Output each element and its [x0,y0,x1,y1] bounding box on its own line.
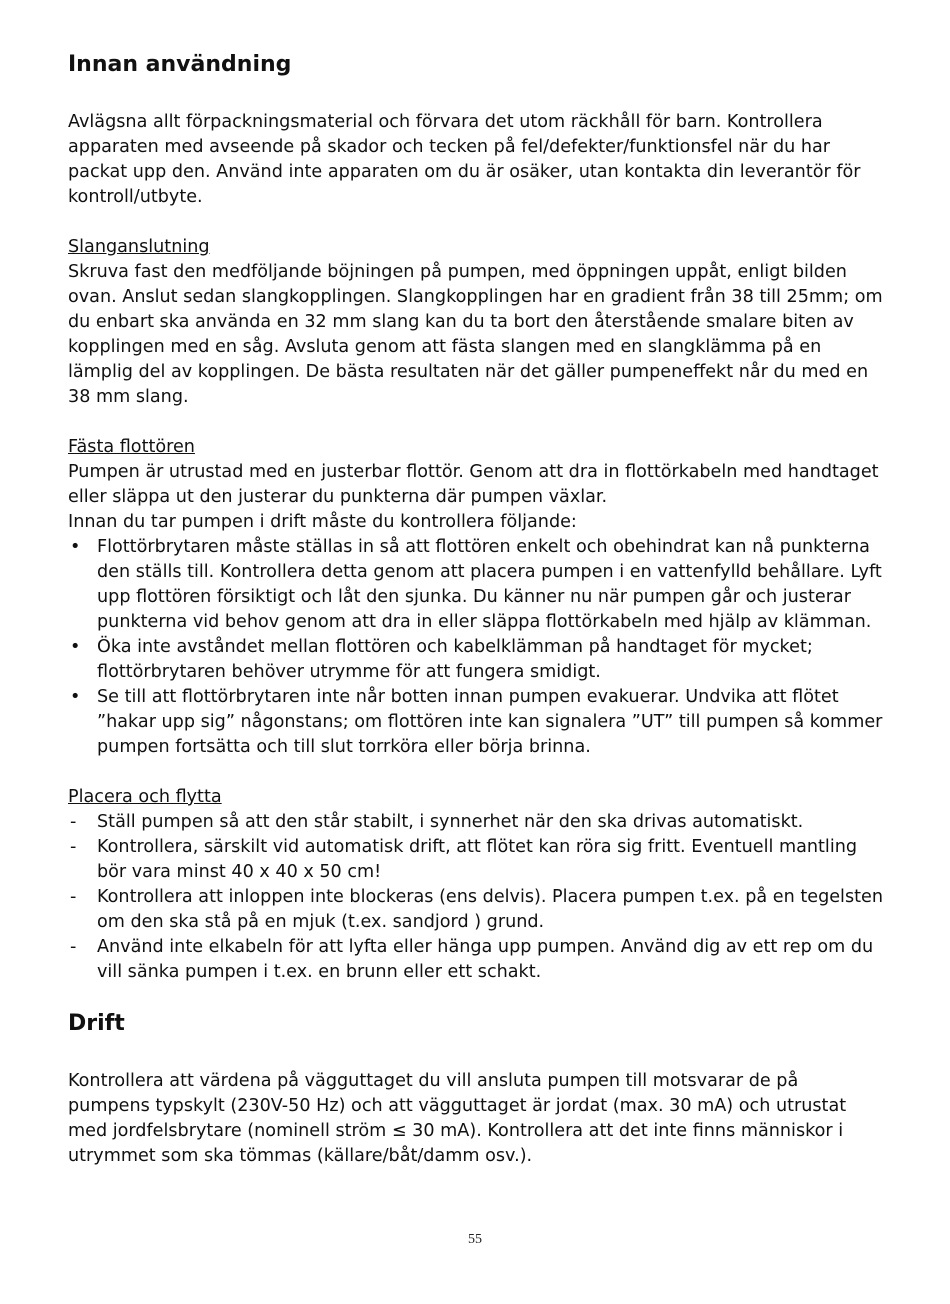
subheading-slanganslutning: Slanganslutning [68,237,210,257]
flottor-paragraph-1: Pumpen är utrustad med en justerbar flottör. Genom att dra in flottörkabeln med handtaget eller släppa ut den justerar du punkterna där pumpen växlar. [68,462,879,507]
subheading-fasta-flottoren: Fästa flottören [68,437,195,457]
intro-paragraph: Avlägsna allt förpackningsmaterial och förvara det utom räckhåll för barn. Kontrollera apparaten med avseende på skador och tecken på fel/defekter/funktionsfel när du har packat upp den. Använd inte apparaten om du är osäker, utan kontakta din leverantör för kontroll/utbyte. [68,112,861,207]
list-item: - Kontrollera, särskilt vid automatisk drift, att flötet kan röra sig fritt. Eventuell mantling bör vara minst 40 x 40 x 50 cm! [68,835,883,885]
list-item: • Öka inte avståndet mellan flottören och kabelklämman på handtaget för mycket; flottörbrytaren behöver utrymme för att fungera smidigt. [68,635,883,685]
list-item: - Ställ pumpen så att den står stabilt, i synnerhet när den ska drivas automatiskt. [68,810,883,835]
page-number: 55 [468,1232,482,1247]
subheading-placera-och-flytta: Placera och flytta [68,787,222,807]
slanganslutning-paragraph: Skruva fast den medföljande böjningen på pumpen, med öppningen uppåt, enligt bilden ovan. Anslut sedan slangkopplingen. Slangkopplingen har en gradient från 38 till 25mm; om du enbart ska använda en 32 mm slang kan du ta bort den återstående smalare biten av kopplingen med en såg. Avsluta genom att fästa slangen med en slangklämma på en lämplig del av kopplingen. De bästa resultaten när det gäller pumpeneffekt når du med en 38 mm slang. [68,262,883,407]
flottor-paragraph-2: Innan du tar pumpen i drift måste du kontrollera följande: [68,512,577,532]
heading-drift: Drift [68,1011,125,1036]
heading-innan-anvandning: Innan användning [68,52,292,77]
drift-paragraph: Kontrollera att värdena på vägguttaget du vill ansluta pumpen till motsvarar de på pumpens typskylt (230V-50 Hz) och att vägguttaget är jordat (max. 30 mA) och utrustat med jordfelsbrytare (nominell ström ≤ 30 mA). Kontrollera att det inte finns människor i utrymmet som ska tömmas (källare/båt/damm osv.). [68,1071,847,1166]
flottor-bullet-list [68,535,883,760]
list-item: • Flottörbrytaren måste ställas in så att flottören enkelt och obehindrat kan nå punkterna den ställs till. Kontrollera detta genom att placera pumpen i en vattenfylld behållare. Lyft upp flottören försiktigt och låt den sjunka. Du känner nu när pumpen går och justerar punkterna vid behov genom att dra in eller släppa flottörkabeln med hjälp av klämman. [68,535,883,635]
document-page [68,50,883,1169]
list-item: - Använd inte elkabeln för att lyfta eller hänga upp pumpen. Använd dig av ett rep om du vill sänka pumpen i t.ex. en brunn eller ett schakt. [68,935,883,985]
list-item: • Se till att flottörbrytaren inte når botten innan pumpen evakuerar. Undvika att flötet ”hakar upp sig” någonstans; om flottören inte kan signalera ”UT” till pumpen så kommer pumpen fortsätta och till slut torrköra eller börja brinna. [68,685,883,760]
list-item: - Kontrollera att inloppen inte blockeras (ens delvis). Placera pumpen t.ex. på en tegelsten om den ska stå på en mjuk (t.ex. sandjord ) grund. [68,885,883,935]
placera-dash-list [68,810,883,985]
